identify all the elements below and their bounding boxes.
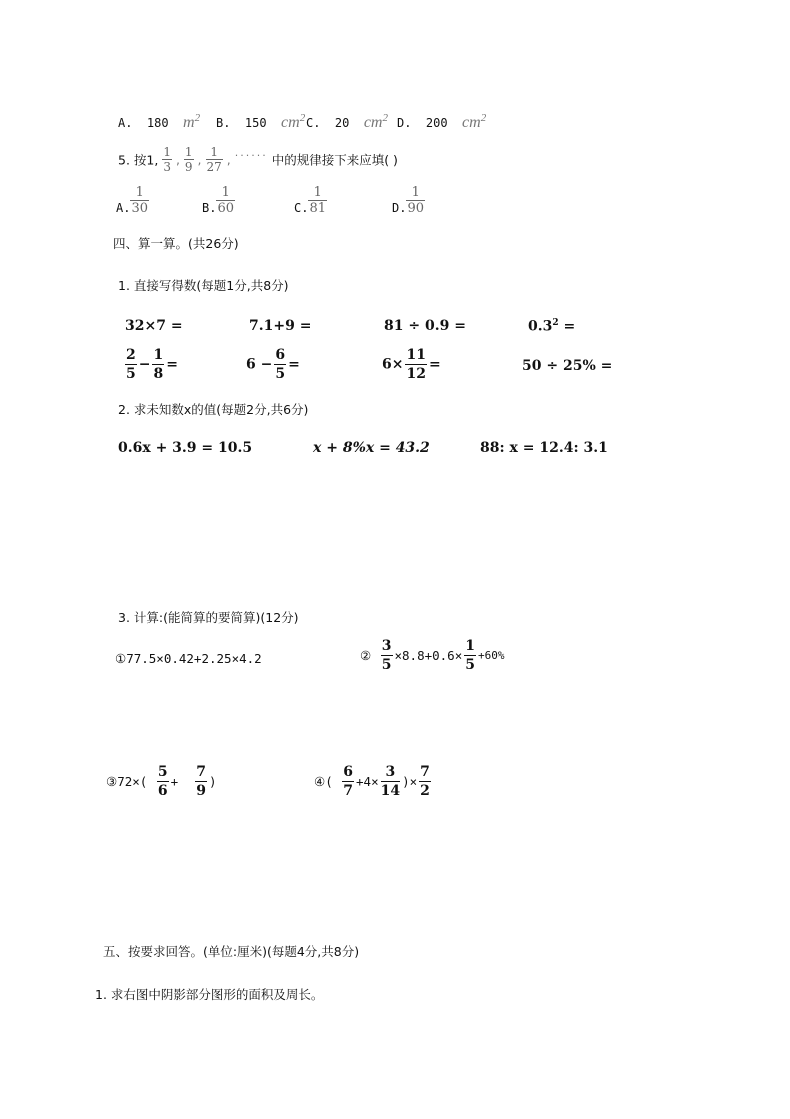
q4-option-d: D. 200 $cm^2$ [397, 112, 487, 131]
equation-1: 0.6x + 3.9 = 10.5 [118, 440, 253, 456]
part-2-title: 2. 求未知数x的值(每题2分,共6分) [118, 402, 309, 417]
expr-7: 6× $\frac{11}{12}$ = [382, 347, 441, 382]
q5-option-c: C. $\frac{1}{81}$ [294, 185, 326, 216]
expr-6: 6 − $\frac{6}{5}$ = [246, 347, 300, 382]
calc-1: ①77.5×0.42+2.25×4.2 [115, 651, 262, 666]
expr-2: 7.1+9 = [249, 318, 312, 334]
expr-4: $0.3^2$ = [528, 318, 576, 335]
section-5-title: 五、按要求回答。(单位:厘米)(每题4分,共8分) [103, 944, 360, 959]
calc-4: ④( $\frac{6}{7}$ +4× $\frac{3}{14}$ )× $\frac{7}{2}$ [314, 764, 430, 799]
q4-option-b: B. 150 $cm^2$ [216, 112, 306, 131]
section-5-question-1: 1. 求右图中阴影部分图形的面积及周长。 [95, 987, 324, 1002]
q5-option-b: B. $\frac{1}{60}$ [202, 185, 234, 216]
expr-1: 32×7 = [125, 318, 183, 334]
part-1-title: 1. 直接写得数(每题1分,共8分) [118, 278, 289, 293]
q4-option-c: C. 20 $cm^2$ [306, 112, 388, 131]
equation-3: 88: x = 12.4: 3.1 [480, 440, 608, 456]
q5-question: 5. 按1, $\frac{1}{3}$ , $\frac{1}{9}$ , $\frac{1}{27}$ , ...... 中的规律接下来应填( ) [118, 145, 398, 174]
calc-2: ② $\frac{3}{5}$ ×8.8+0.6× $\frac{1}{5}$ +60% [360, 638, 505, 673]
expr-3: 81 ÷ 0.9 = [384, 318, 466, 334]
q5-option-d: D. $\frac{1}{90}$ [392, 185, 424, 216]
part-3-title: 3. 计算:(能简算的要简算)(12分) [118, 610, 299, 625]
calc-3: ③72×( $\frac{5}{6}$ + $\frac{7}{9}$ ) [106, 764, 217, 799]
section-4-title: 四、算一算。(共26分) [113, 236, 239, 251]
q5-option-a: A. $\frac{1}{30}$ [116, 185, 148, 216]
expr-8: 50 ÷ 25% = [522, 358, 613, 374]
equation-2: x + 8%x = 43.2 [313, 440, 430, 456]
expr-5: $\frac{2}{5}$ − $\frac{1}{8}$ = [126, 347, 178, 382]
q4-option-a: A. 180 $m^2$ [118, 112, 201, 131]
